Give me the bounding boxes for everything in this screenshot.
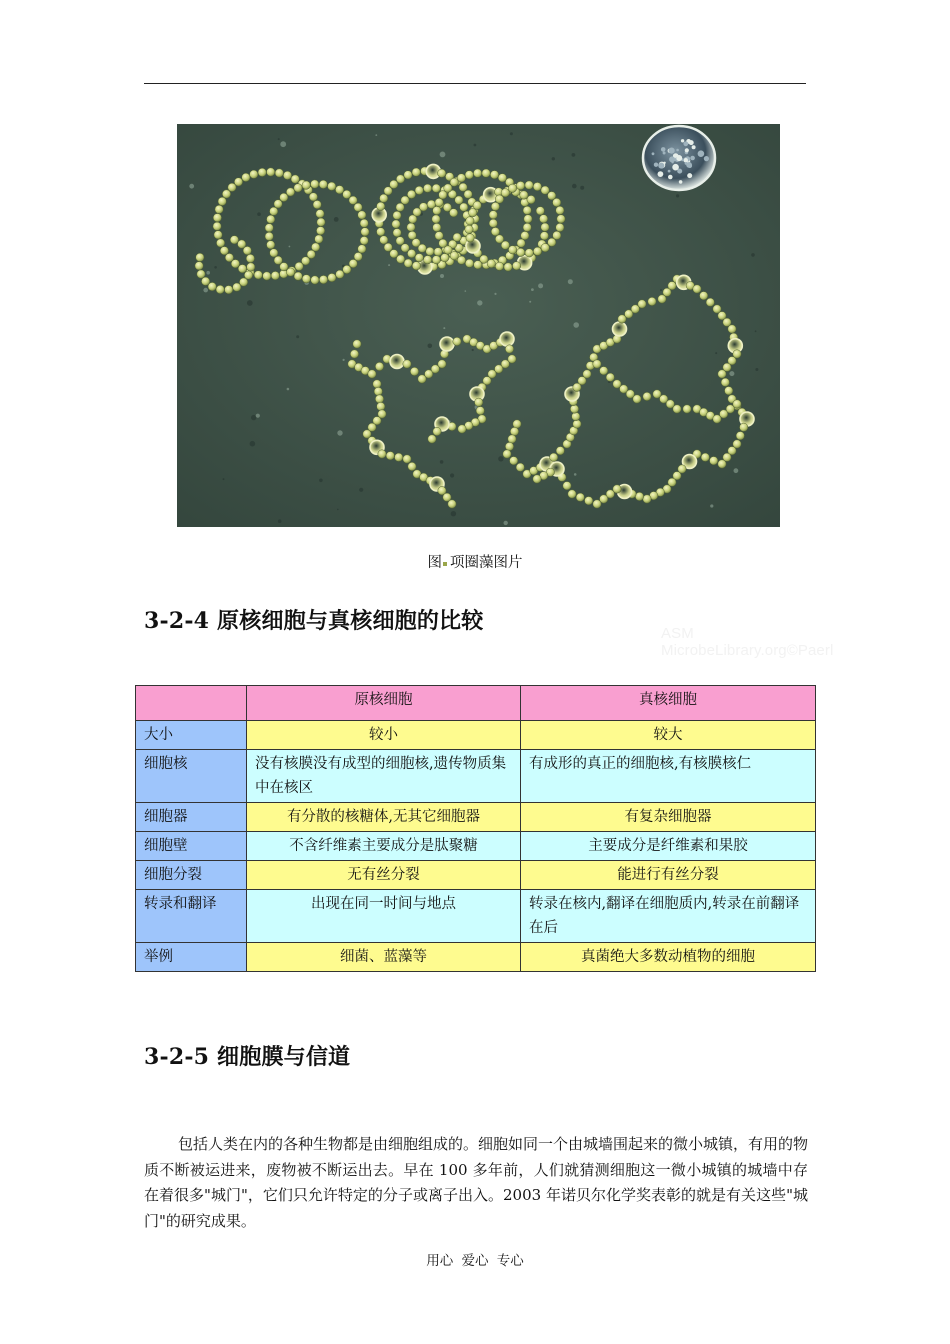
table-header-cell xyxy=(136,686,247,721)
cell-prokaryote: 有分散的核糖体,无其它细胞器 xyxy=(247,803,521,832)
cell-prokaryote: 较小 xyxy=(247,721,521,750)
figure-caption xyxy=(0,551,950,572)
cell-prokaryote: 细菌、蓝藻等 xyxy=(247,943,521,972)
page-footer: 用心 爱心 专心 xyxy=(426,1253,524,1269)
table-row xyxy=(136,721,816,750)
body-paragraph: 包括人类在内的各种生物都是由细胞组成的。细胞如同一个由城墙围起来的微小城镇，有用的物质不断被运进来，废物被不断运出去。早在 100 多年前，人们就猜测细胞这一微小城镇的城墙中存在着很多"城门"，它们只允许特定的分子或离子出入。2003 年诺贝尔化学奖表彰的就是有关这些"城门"的研究成果。 xyxy=(144,1135,809,1230)
caption-separator-icon xyxy=(443,562,447,566)
cell-eukaryote: 能进行有丝分裂 xyxy=(521,861,816,890)
row-label: 细胞器 xyxy=(136,803,247,832)
cell-eukaryote: 主要成分是纤维素和果胶 xyxy=(521,832,816,861)
cell-prokaryote: 没有核膜没有成型的细胞核,遗传物质集中在核区 xyxy=(247,750,521,803)
section-heading-3-2-5: 3-2-5 细胞膜与信道 xyxy=(144,1044,351,1070)
cell-eukaryote: 有复杂细胞器 xyxy=(521,803,816,832)
caption-prefix: 图 xyxy=(427,555,442,571)
table-header-row xyxy=(136,686,816,721)
table-row xyxy=(136,750,816,803)
table-row xyxy=(136,803,816,832)
table-row xyxy=(136,861,816,890)
caption-text: 项圈藻图片 xyxy=(450,555,523,571)
row-label: 举例 xyxy=(136,943,247,972)
image-watermark: ASM MicrobeLibrary.org©Paerl xyxy=(661,625,834,659)
table-header-cell: 原核细胞 xyxy=(247,686,521,721)
cell-prokaryote: 无有丝分裂 xyxy=(247,861,521,890)
row-label: 大小 xyxy=(136,721,247,750)
cell-eukaryote: 较大 xyxy=(521,721,816,750)
cell-eukaryote: 有成形的真正的细胞核,有核膜核仁 xyxy=(521,750,816,803)
cell-prokaryote: 不含纤维素主要成分是肽聚糖 xyxy=(247,832,521,861)
table-header-cell: 真核细胞 xyxy=(521,686,816,721)
row-label: 细胞分裂 xyxy=(136,861,247,890)
cell-prokaryote: 出现在同一时间与地点 xyxy=(247,890,521,943)
section-heading-3-2-4: 3-2-4 原核细胞与真核细胞的比较 xyxy=(144,608,484,634)
header-rule xyxy=(144,83,806,84)
row-label: 转录和翻译 xyxy=(136,890,247,943)
table-row xyxy=(136,832,816,861)
table-row xyxy=(136,943,816,972)
row-label: 细胞壁 xyxy=(136,832,247,861)
comparison-table xyxy=(135,685,816,972)
cell-eukaryote: 真菌绝大多数动植物的细胞 xyxy=(521,943,816,972)
protozoan-cell xyxy=(643,126,715,190)
row-label: 细胞核 xyxy=(136,750,247,803)
cell-eukaryote: 转录在核内,翻译在细胞质内,转录在前翻译在后 xyxy=(521,890,816,943)
table-row xyxy=(136,890,816,943)
